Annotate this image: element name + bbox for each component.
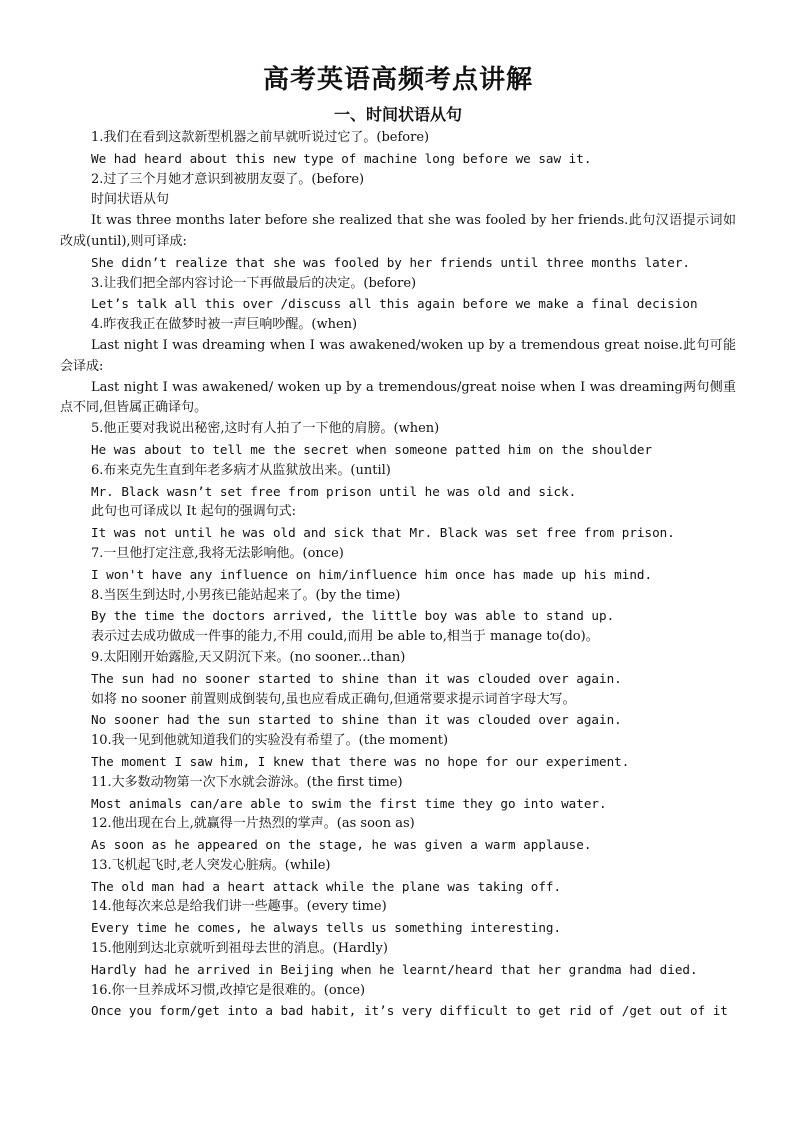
text-line: 12.他出现在台上,就赢得一片热烈的掌声。(as soon as) <box>91 816 415 832</box>
text-line: Hardly had he arrived in Beijing when he learnt/heard that her grandma had died. <box>91 961 698 977</box>
section-heading: 一、时间状语从句 <box>333 105 462 124</box>
text-line: We had heard about this new type of machine long before we saw it. <box>91 150 592 166</box>
text-line: Last night I was dreaming when I was awakened/woken up by a tremendous great noise.此句可能会译成: <box>60 337 736 374</box>
text-line: 6.布来克先生直到年老多病才从监狱放出来。(until) <box>91 462 391 478</box>
text-line: She didn’t realize that she was fooled by her friends until three months later. <box>91 254 690 270</box>
text-line: 13.飞机起飞时,老人突发心脏病。(while) <box>91 857 331 873</box>
text-line: The moment I saw him, I knew that there was no hope for our experiment. <box>91 753 630 769</box>
text-line: 如将 no sooner 前置则成倒装句,虽也应看成正确句,但通常要求提示词首字母大写。 <box>91 691 576 707</box>
document-title: 高考英语高频考点讲解 <box>262 65 533 95</box>
text-line: 16.你一旦养成坏习惯,改掉它是很难的。(once) <box>91 982 366 998</box>
text-line: 15.他刚到达北京就听到祖母去世的消息。(Hardly) <box>91 941 388 957</box>
text-line: 3.让我们把全部内容讨论一下再做最后的决定。(before) <box>91 275 417 291</box>
text-line: 11.大多数动物第一次下水就会游泳。(the first time) <box>91 774 403 790</box>
text-line: It was not until he was old and sick that Mr. Black was set free from prison. <box>91 525 675 541</box>
document-body <box>60 128 736 1022</box>
text-line: 时间状语从句 <box>91 192 170 208</box>
text-line: 此句也可译成以 It 起句的强调句式: <box>91 504 297 520</box>
text-line: Once you form/get into a bad habit, it’s very difficult to get rid of /get out of it <box>91 1003 728 1019</box>
text-line: 14.他每次来总是给我们讲一些趣事。(every time) <box>91 899 387 915</box>
text-line: 8.当医生到达时,小男孩已能站起来了。(by the time) <box>91 587 401 603</box>
text-line: It was three months later before she realized that she was fooled by her friends.此句汉语提示词如改成(until),则可译成: <box>60 213 736 249</box>
text-line: 9.太阳刚开始露脸,天又阴沉下来。(no sooner...than) <box>91 649 406 665</box>
text-line: 4.昨夜我正在做梦时被一声巨响吵醒。(when) <box>91 317 358 333</box>
text-line: The old man had a heart attack while the plane was taking off. <box>91 878 562 894</box>
text-line: He was about to tell me the secret when someone patted him on the shoulder <box>91 441 653 457</box>
text-line: 5.他正要对我说出秘密,这时有人拍了一下他的肩膀。(when) <box>91 421 440 437</box>
text-line: The sun had no sooner started to shine than it was clouded over again. <box>91 670 622 686</box>
text-line: 表示过去成功做成一件事的能力,不用 could,而用 be able to,相当于 manage to(do)。 <box>91 629 599 645</box>
text-line: By the time the doctors arrived, the little boy was able to stand up. <box>91 608 615 624</box>
text-line: I won't have any influence on him/influence him once has made up his mind. <box>91 566 653 582</box>
text-line: Every time he comes, he always tells us something interesting. <box>91 920 562 936</box>
text-line: 2.过了三个月她才意识到被朋友耍了。(before) <box>91 171 365 187</box>
text-line: 1.我们在看到这款新型机器之前早就听说过它了。(before) <box>91 130 430 145</box>
text-line: 10.我一见到他就知道我们的实验没有希望了。(the moment) <box>91 733 449 749</box>
text-line: No sooner had the sun started to shine than it was clouded over again. <box>91 712 622 728</box>
text-line: 7.一旦他打定注意,我将无法影响他。(once) <box>91 545 344 561</box>
text-line: As soon as he appeared on the stage, he was given a warm applause. <box>91 837 592 853</box>
text-line: Mr. Black wasn’t set free from prison until he was old and sick. <box>91 483 577 499</box>
text-line: Most animals can/are able to swim the first time they go into water. <box>91 795 607 811</box>
text-line: Last night I was awakened/ woken up by a tremendous/great noise when I was dreaming两句侧重点不同,但皆属正确译句。 <box>60 379 736 416</box>
text-line: Let’s talk all this over /discuss all this again before we make a final decision <box>91 296 698 312</box>
